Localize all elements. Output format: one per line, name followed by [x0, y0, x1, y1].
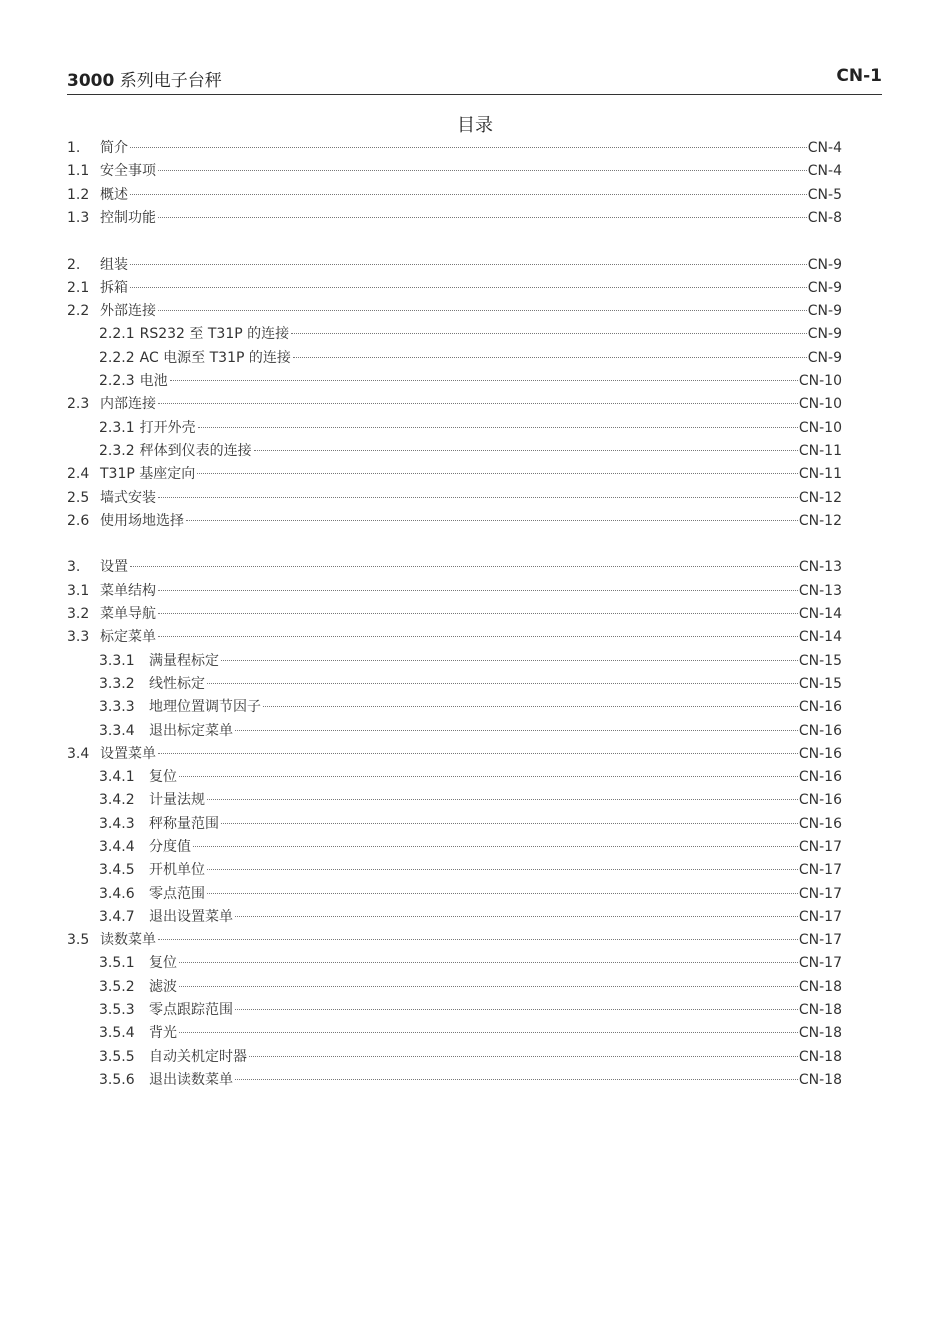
toc-entry-label: 设置菜单: [100, 746, 156, 762]
toc-entry-page: CN-15: [798, 676, 842, 692]
toc-entry-page: CN-10: [798, 373, 842, 389]
toc-leader-dots: [221, 823, 798, 824]
toc-entry-page: CN-4: [807, 163, 842, 179]
toc-leader-dots: [235, 1079, 798, 1080]
toc-entry-page: CN-11: [798, 466, 842, 482]
toc-entry-number: 3.4.1: [99, 769, 135, 785]
toc-entry[interactable]: [67, 278, 842, 298]
toc-entry-number: 2.3.2: [99, 443, 135, 459]
toc-entry-label: 内部连接: [100, 396, 156, 412]
toc-entry-number: 3.4.3: [99, 816, 135, 832]
toc-entry-page: CN-10: [798, 396, 842, 412]
toc-entry[interactable]: [67, 744, 842, 764]
toc-entry[interactable]: [99, 767, 842, 787]
toc-entry-page: CN-13: [798, 583, 842, 599]
toc-entry-page: CN-16: [798, 816, 842, 832]
page-number: CN-1: [836, 66, 882, 86]
toc-leader-dots: [130, 147, 807, 148]
toc-leader-dots: [158, 590, 798, 591]
toc-entry-label: 菜单导航: [100, 606, 156, 622]
toc-entry-page: CN-9: [807, 326, 842, 342]
page-header: [67, 64, 882, 95]
toc-entry[interactable]: [99, 721, 842, 741]
toc-entry-page: CN-14: [798, 606, 842, 622]
toc-entry-label: T31P 基座定向: [100, 466, 196, 482]
toc-entry[interactable]: [67, 488, 842, 508]
toc-leader-dots: [198, 427, 798, 428]
toc-entry-label: 菜单结构: [100, 583, 156, 599]
toc-leader-dots: [179, 776, 798, 777]
toc-entry-number: 3.5.5: [99, 1049, 135, 1065]
toc-entry-label: 零点跟踪范围: [149, 1002, 233, 1018]
toc-entry[interactable]: [99, 418, 842, 438]
toc-entry-label: 拆箱: [100, 280, 128, 296]
toc-entry-number: 3.3: [67, 629, 90, 645]
toc-leader-dots: [235, 916, 798, 917]
toc-entry-label: 复位: [149, 955, 177, 971]
toc-entry-label: 电池: [139, 373, 168, 389]
toc-entry[interactable]: [67, 930, 842, 950]
toc-entry-label: 秤称量范围: [149, 816, 219, 832]
toc-entry-label: 概述: [100, 187, 128, 203]
toc-entry-number: 3.4.5: [99, 862, 135, 878]
toc-entry[interactable]: [67, 185, 842, 205]
toc-entry-page: CN-18: [798, 1049, 842, 1065]
toc-entry-page: CN-16: [798, 699, 842, 715]
toc-entry[interactable]: [99, 651, 842, 671]
toc-entry[interactable]: [99, 1000, 842, 1020]
toc-leader-dots: [179, 962, 798, 963]
toc-entry-page: CN-12: [798, 490, 842, 506]
toc-leader-dots: [207, 869, 798, 870]
toc-entry-page: CN-11: [798, 443, 842, 459]
toc-entry-number: 2.6: [67, 513, 90, 529]
toc-entry[interactable]: [99, 1023, 842, 1043]
toc-leader-dots: [130, 264, 807, 265]
toc-entry-page: CN-10: [798, 420, 842, 436]
toc-entry-number: 3.4.6: [99, 886, 135, 902]
toc-entry-page: CN-16: [798, 723, 842, 739]
toc-entry-number: 3.3.2: [99, 676, 135, 692]
product-name: 系列电子台秤: [119, 71, 222, 91]
toc-leader-dots: [207, 799, 798, 800]
toc-entry-page: CN-17: [798, 955, 842, 971]
toc-leader-dots: [130, 566, 798, 567]
toc-entry-number: 1.: [67, 140, 81, 156]
toc-entry-page: CN-17: [798, 886, 842, 902]
toc-entry-number: 2.3: [67, 396, 90, 412]
toc-entry-page: CN-16: [798, 769, 842, 785]
toc-entry-page: CN-17: [798, 932, 842, 948]
toc-entry-page: CN-16: [798, 746, 842, 762]
toc-entry[interactable]: [67, 464, 842, 484]
toc-leader-dots: [197, 473, 798, 474]
toc-entry-label: 背光: [149, 1025, 177, 1041]
toc-entry[interactable]: [67, 255, 842, 275]
toc-entry-label: 读数菜单: [100, 932, 156, 948]
toc-leader-dots: [130, 287, 807, 288]
toc-entry-number: 2.2: [67, 303, 90, 319]
toc-entry-label: 使用场地选择: [100, 513, 184, 529]
toc-entry-label: 外部连接: [100, 303, 156, 319]
toc-leader-dots: [158, 636, 798, 637]
toc-entry[interactable]: [99, 697, 842, 717]
toc-entry-page: CN-18: [798, 1072, 842, 1088]
toc-entry-number: 3.3.1: [99, 653, 135, 669]
toc-leader-dots: [158, 170, 807, 171]
toc-entry-label: 墙式安装: [100, 490, 156, 506]
document-title: [67, 66, 222, 91]
toc-entry-label: 线性标定: [149, 676, 205, 692]
toc-entry-page: CN-16: [798, 792, 842, 808]
toc-entry-page: CN-17: [798, 862, 842, 878]
toc-entry[interactable]: [67, 301, 842, 321]
toc-leader-dots: [221, 660, 798, 661]
toc-entry-label: 退出设置菜单: [149, 909, 233, 925]
toc-entry-number: 3.5.3: [99, 1002, 135, 1018]
toc-entry-label: 标定菜单: [100, 629, 156, 645]
toc-entry-label: 打开外壳: [139, 420, 196, 436]
toc-entry[interactable]: [67, 138, 842, 158]
toc-entry[interactable]: [67, 604, 842, 624]
toc-entry-number: 3.5.6: [99, 1072, 135, 1088]
toc-entry-number: 2.2.2: [99, 350, 135, 366]
toc-entry[interactable]: [99, 441, 842, 461]
toc-entry-number: 1.2: [67, 187, 90, 203]
toc-entry-page: CN-18: [798, 979, 842, 995]
toc-leader-dots: [158, 403, 798, 404]
toc-entry-number: 3.4.4: [99, 839, 135, 855]
toc-entry-label: 计量法规: [149, 792, 205, 808]
toc-entry-number: 3.1: [67, 583, 90, 599]
toc-entry-number: 3.3.4: [99, 723, 135, 739]
toc-leader-dots: [158, 497, 798, 498]
toc-entry-page: CN-12: [798, 513, 842, 529]
toc-title: 目录: [457, 115, 493, 136]
toc-leader-dots: [158, 939, 798, 940]
toc-entry-page: CN-14: [798, 629, 842, 645]
toc-entry[interactable]: [67, 161, 842, 181]
toc-entry[interactable]: [99, 977, 842, 997]
toc-entry-number: 3.: [67, 559, 81, 575]
toc-entry-page: CN-18: [798, 1002, 842, 1018]
toc-entry[interactable]: [99, 324, 842, 344]
toc-entry[interactable]: [67, 627, 842, 647]
toc-entry-number: 2.2.1: [99, 326, 135, 342]
toc-entry-label: 开机单位: [149, 862, 205, 878]
series-number: 3000: [67, 71, 115, 91]
toc-entry-page: CN-8: [807, 210, 842, 226]
toc-entry-label: 设置: [100, 559, 128, 575]
toc-leader-dots: [235, 1009, 798, 1010]
toc-entry[interactable]: [99, 884, 842, 904]
toc-entry-page: CN-15: [798, 653, 842, 669]
toc-leader-dots: [249, 1056, 798, 1057]
toc-entry[interactable]: [99, 837, 842, 857]
toc-entry[interactable]: [99, 790, 842, 810]
toc-leader-dots: [130, 194, 807, 195]
toc-entry-label: 退出标定菜单: [149, 723, 233, 739]
toc-entry-label: 安全事项: [100, 163, 156, 179]
toc-entry[interactable]: [99, 348, 842, 368]
toc-entry-label: 分度值: [149, 839, 191, 855]
toc-entry-number: 2.: [67, 257, 81, 273]
toc-leader-dots: [207, 683, 798, 684]
toc-entry-label: 零点范围: [149, 886, 205, 902]
toc-entry-number: 2.4: [67, 466, 90, 482]
toc-leader-dots: [158, 310, 807, 311]
toc-entry-label: 秤体到仪表的连接: [139, 443, 252, 459]
toc-entry-page: CN-4: [807, 140, 842, 156]
toc-entry[interactable]: [67, 557, 842, 577]
toc-entry-label: AC 电源至 T31P 的连接: [139, 350, 291, 366]
toc-entry[interactable]: [99, 814, 842, 834]
toc-entry-number: 3.5.1: [99, 955, 135, 971]
toc-entry[interactable]: [99, 1070, 842, 1090]
toc-entry-number: 1.3: [67, 210, 90, 226]
toc-entry-page: CN-9: [807, 303, 842, 319]
toc-leader-dots: [207, 893, 798, 894]
toc-entry-page: CN-5: [807, 187, 842, 203]
toc-entry-number: 3.5.2: [99, 979, 135, 995]
toc-entry-number: 3.3.3: [99, 699, 135, 715]
toc-entry[interactable]: [67, 511, 842, 531]
toc-entry-number: 3.4: [67, 746, 90, 762]
toc-leader-dots: [235, 730, 798, 731]
toc-entry-label: 满量程标定: [149, 653, 219, 669]
toc-entry-label: 自动关机定时器: [149, 1049, 247, 1065]
toc-entry[interactable]: [99, 371, 842, 391]
toc-entry-label: 地理位置调节因子: [149, 699, 261, 715]
toc-entry-page: CN-9: [807, 257, 842, 273]
toc-entry-number: 3.5: [67, 932, 90, 948]
toc-entry[interactable]: [99, 674, 842, 694]
toc-entry-page: CN-9: [807, 350, 842, 366]
toc-leader-dots: [179, 1032, 798, 1033]
toc-leader-dots: [254, 450, 798, 451]
toc-entry-number: 2.5: [67, 490, 90, 506]
toc-leader-dots: [263, 706, 798, 707]
toc-entry-label: 退出读数菜单: [149, 1072, 233, 1088]
toc-entry-page: CN-17: [798, 839, 842, 855]
toc-entry-label: 组装: [100, 257, 128, 273]
toc-leader-dots: [193, 846, 798, 847]
toc-leader-dots: [186, 520, 798, 521]
toc-entry[interactable]: [99, 860, 842, 880]
toc-entry-number: 2.1: [67, 280, 90, 296]
toc-entry-number: 3.4.2: [99, 792, 135, 808]
toc-leader-dots: [170, 380, 798, 381]
toc-leader-dots: [291, 333, 807, 334]
toc-entry-number: 3.2: [67, 606, 90, 622]
toc-entry[interactable]: [67, 208, 842, 228]
toc-entry-number: 2.2.3: [99, 373, 135, 389]
toc-entry-page: CN-9: [807, 280, 842, 296]
toc-leader-dots: [179, 986, 798, 987]
toc-entry-label: 控制功能: [100, 210, 156, 226]
toc-entry[interactable]: [99, 953, 842, 973]
toc-leader-dots: [293, 357, 807, 358]
toc-entry-page: CN-18: [798, 1025, 842, 1041]
toc-entry-label: 复位: [149, 769, 177, 785]
toc-entry[interactable]: [99, 907, 842, 927]
toc-entry[interactable]: [67, 581, 842, 601]
toc-entry-page: CN-13: [798, 559, 842, 575]
toc-entry-label: 简介: [100, 140, 128, 156]
toc-entry[interactable]: [99, 1047, 842, 1067]
toc-entry-number: 3.5.4: [99, 1025, 135, 1041]
toc-entry-label: RS232 至 T31P 的连接: [139, 326, 290, 342]
toc-entry-label: 滤波: [149, 979, 177, 995]
toc-entry-number: 3.4.7: [99, 909, 135, 925]
toc-entry-number: 2.3.1: [99, 420, 135, 436]
toc-entry[interactable]: [67, 394, 842, 414]
toc-entry-number: 1.1: [67, 163, 90, 179]
toc-entry-page: CN-17: [798, 909, 842, 925]
toc-leader-dots: [158, 613, 798, 614]
toc-leader-dots: [158, 753, 798, 754]
toc-leader-dots: [158, 217, 807, 218]
